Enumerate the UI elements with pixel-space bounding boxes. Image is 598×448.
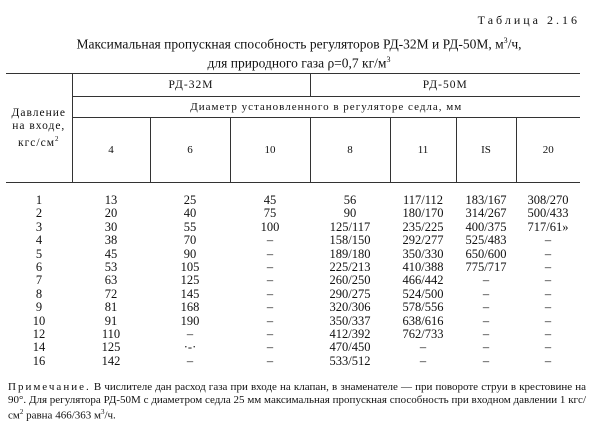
capacity-cell: – xyxy=(186,353,194,368)
table-row xyxy=(6,288,580,301)
table-footnote: Примечание. В числителе дан расход газа при входе на клапан, в знаменателе — при повороте струи в крестовине на 90°. Для регулятора РД-50М с диаметром седла 25 мм максимальная пропускная способность при входном давлении 1 кгс/$см^2$ равна 466/363 $м^3/ч$. xyxy=(8,381,587,422)
capacity-cell: – xyxy=(482,327,490,342)
seat-diameter-header: Диаметр установленного в регуляторе седла, мм xyxy=(72,97,580,118)
pressure-cell: 9 xyxy=(35,300,43,315)
capacity-cell: 45 xyxy=(104,246,118,261)
capacity-cell: 142 xyxy=(101,353,121,368)
group-header-rd32m: РД-32М xyxy=(72,74,310,97)
capacity-cell: 125 xyxy=(180,273,200,288)
capacity-cell: 100 xyxy=(260,219,280,234)
capacity-cell: 235/225 xyxy=(402,219,444,234)
table-body xyxy=(6,183,580,369)
capacity-table xyxy=(6,73,580,368)
capacity-cell: 70 xyxy=(183,233,197,248)
capacity-cell: 578/556 xyxy=(402,300,444,315)
capacity-cell: – xyxy=(482,353,490,368)
capacity-cell: – xyxy=(266,273,274,288)
capacity-cell: 110 xyxy=(101,327,121,342)
capacity-cell: 91 xyxy=(104,313,118,328)
capacity-cell: 290/275 xyxy=(329,286,371,301)
capacity-cell: 30 xyxy=(104,219,118,234)
capacity-cell: – xyxy=(266,327,274,342)
table-row xyxy=(6,248,580,261)
capacity-cell: – xyxy=(482,340,490,355)
capacity-cell: – xyxy=(482,273,490,288)
capacity-cell: – xyxy=(266,300,274,315)
table-row xyxy=(6,261,580,274)
capacity-cell: 168 xyxy=(180,300,200,315)
capacity-cell: – xyxy=(544,340,552,355)
pressure-cell: 2 xyxy=(35,206,43,221)
capacity-cell: 638/616 xyxy=(402,313,444,328)
capacity-cell: 125/117 xyxy=(329,219,371,234)
pressure-cell: 14 xyxy=(32,340,46,355)
capacity-cell: 183/167 xyxy=(465,193,507,207)
capacity-cell: – xyxy=(544,353,552,368)
capacity-cell: 533/512 xyxy=(329,353,371,368)
capacity-cell: 717/61» xyxy=(527,219,569,234)
capacity-cell: 524/500 xyxy=(402,286,444,301)
capacity-cell: 13 xyxy=(104,193,118,207)
pressure-cell: 6 xyxy=(35,260,43,275)
capacity-cell: 38 xyxy=(104,233,118,248)
capacity-cell: – xyxy=(544,246,552,261)
capacity-cell: 292/277 xyxy=(402,233,444,248)
capacity-cell: 90 xyxy=(343,206,357,221)
diameter-column-header: 4 xyxy=(72,118,150,183)
capacity-cell: – xyxy=(544,286,552,301)
table-row xyxy=(6,341,580,354)
capacity-cell: 63 xyxy=(104,273,118,288)
table-number-label: Таблица 2.16 xyxy=(477,13,580,27)
capacity-cell: 525/483 xyxy=(465,233,507,248)
capacity-cell: 145 xyxy=(180,286,200,301)
table-row xyxy=(6,301,580,314)
pressure-cell: 5 xyxy=(35,246,43,261)
capacity-cell: – xyxy=(266,340,274,355)
capacity-cell: 350/330 xyxy=(402,246,444,261)
capacity-cell: 180/170 xyxy=(402,206,444,221)
capacity-cell: ·-· xyxy=(183,340,197,355)
capacity-cell: 412/392 xyxy=(329,327,371,342)
pressure-cell: 4 xyxy=(35,233,43,248)
diameter-column-header: IS xyxy=(456,118,516,183)
table-row xyxy=(6,207,580,220)
capacity-cell: – xyxy=(266,246,274,261)
table-row xyxy=(6,221,580,234)
capacity-cell: – xyxy=(419,340,427,355)
capacity-cell: 117/112 xyxy=(402,193,444,207)
capacity-cell: 81 xyxy=(104,300,118,315)
capacity-cell: – xyxy=(266,260,274,275)
capacity-cell: – xyxy=(544,313,552,328)
pressure-cell: 1 xyxy=(35,193,43,207)
diameter-column-header: 8 xyxy=(310,118,390,183)
capacity-cell: 20 xyxy=(104,206,118,221)
capacity-cell: – xyxy=(266,286,274,301)
group-header-rd50m: РД-50М xyxy=(310,74,580,97)
capacity-cell: – xyxy=(482,300,490,315)
capacity-cell: 72 xyxy=(104,286,118,301)
capacity-cell: 500/433 xyxy=(527,206,569,221)
capacity-cell: 308/270 xyxy=(527,193,569,207)
diameter-column-header: 10 xyxy=(230,118,310,183)
table-row xyxy=(6,274,580,287)
capacity-cell: 470/450 xyxy=(329,340,371,355)
capacity-cell: – xyxy=(266,233,274,248)
capacity-cell: 53 xyxy=(104,260,118,275)
capacity-cell: 466/442 xyxy=(402,273,444,288)
capacity-cell: – xyxy=(186,327,194,342)
pressure-cell: 10 xyxy=(32,313,46,328)
capacity-cell: 320/306 xyxy=(329,300,371,315)
pressure-cell: 7 xyxy=(35,273,43,288)
capacity-cell: – xyxy=(544,273,552,288)
diameter-column-header: 20 xyxy=(516,118,580,183)
capacity-cell: 190 xyxy=(180,313,200,328)
capacity-cell: 350/337 xyxy=(329,313,371,328)
capacity-cell: – xyxy=(544,300,552,315)
capacity-cell: 90 xyxy=(183,246,197,261)
table-row xyxy=(6,328,580,341)
capacity-cell: – xyxy=(266,313,274,328)
capacity-cell: – xyxy=(544,233,552,248)
capacity-cell: – xyxy=(419,353,427,368)
capacity-cell: 775/717 xyxy=(465,260,507,275)
capacity-cell: 762/733 xyxy=(402,327,444,342)
table-row xyxy=(6,315,580,328)
capacity-cell: 225/213 xyxy=(329,260,371,275)
capacity-cell: – xyxy=(482,313,490,328)
capacity-cell: 260/250 xyxy=(329,273,371,288)
capacity-cell: 55 xyxy=(183,219,197,234)
capacity-cell: 410/388 xyxy=(402,260,444,275)
capacity-cell: 314/267 xyxy=(465,206,507,221)
table-row xyxy=(6,355,580,368)
pressure-cell: 12 xyxy=(32,327,46,342)
capacity-cell: 75 xyxy=(263,206,277,221)
capacity-cell: 125 xyxy=(101,340,121,355)
pressure-cell: 3 xyxy=(35,219,43,234)
pressure-cell: 8 xyxy=(35,286,43,301)
table-row xyxy=(6,183,580,208)
capacity-cell: 400/375 xyxy=(465,219,507,234)
title-line-2: для природного газа ρ=0,7 $кг/м^3$ xyxy=(207,54,391,70)
capacity-cell: – xyxy=(544,327,552,342)
table-row xyxy=(6,234,580,247)
table-title xyxy=(6,33,592,70)
diameter-column-header: 6 xyxy=(150,118,230,183)
pressure-column-header: Давление на входе, кгс/$см^2$ xyxy=(6,74,72,183)
capacity-cell: – xyxy=(482,286,490,301)
capacity-cell: 25 xyxy=(183,193,197,207)
diameter-column-header: 11 xyxy=(390,118,456,183)
capacity-cell: 650/600 xyxy=(465,246,507,261)
capacity-cell: – xyxy=(544,260,552,275)
title-line-1: Максимальная пропускная способность регуляторов РД-32М и РД-50М, $м^3/ч$, xyxy=(76,36,522,52)
capacity-cell: 56 xyxy=(343,193,357,207)
capacity-cell: 105 xyxy=(180,260,200,275)
capacity-cell: 45 xyxy=(263,193,277,207)
capacity-cell: 158/150 xyxy=(329,233,371,248)
capacity-cell: – xyxy=(266,353,274,368)
capacity-cell: 40 xyxy=(183,206,197,221)
pressure-cell: 16 xyxy=(32,353,46,368)
capacity-cell: 189/180 xyxy=(329,246,371,261)
